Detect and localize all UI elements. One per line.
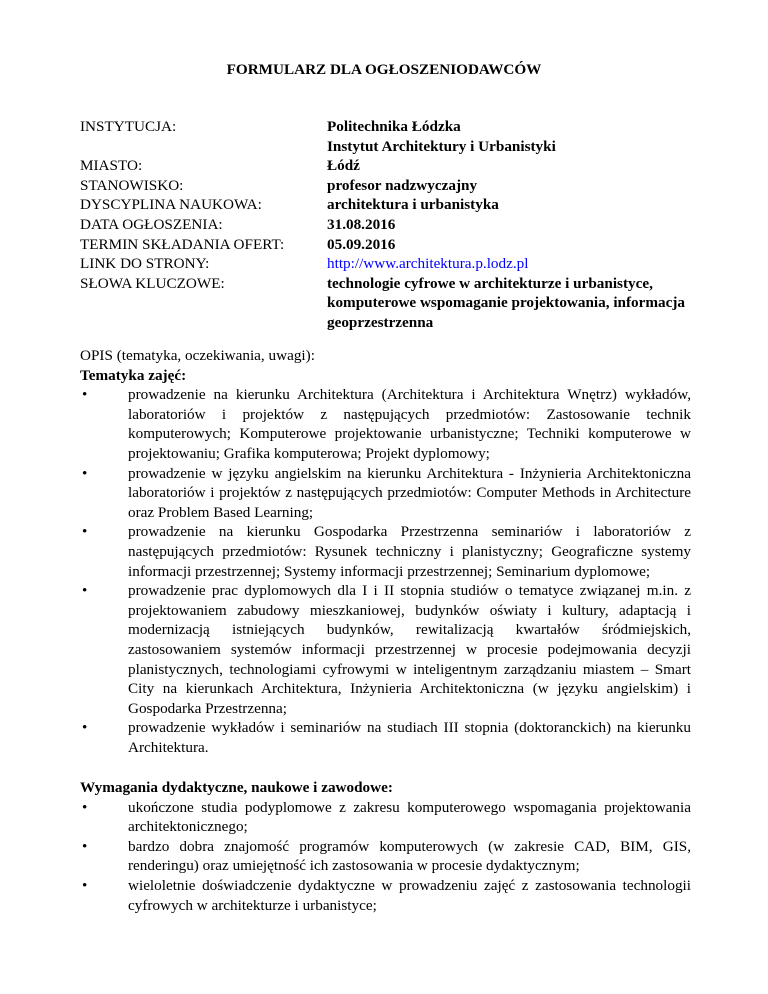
list-item-text: ukończone studia podyplomowe z zakresu komputerowego wspomagania projektowania architektonicznego; xyxy=(128,798,691,836)
meta-value: technologie cyfrowe w architekturze i urbanistyce, komputerowe wspomaganie projektowania, informacja geoprzestrzenna xyxy=(327,274,686,331)
list-item-text: wieloletnie doświadczenie dydaktyczne w prowadzeniu zajęć z zastosowania technologii cyfrowych w architekturze i urbanistyce; xyxy=(128,876,691,914)
meta-value: profesor nadzwyczajny xyxy=(327,176,478,194)
meta-label: LINK DO STRONY: xyxy=(80,255,210,273)
bullet-icon: • xyxy=(82,582,88,600)
website-link[interactable]: http://www.architektura.p.lodz.pl xyxy=(327,255,529,273)
meta-row-position xyxy=(80,176,720,196)
list-item-text: prowadzenie na kierunku Architektura (Architektura i Architektura Wnętrz) wykładów, laboratoriów i projektów z następujących przedmiotów: Zastosowanie technik komputerowych; Komputerowe projektowanie urbanistyczne; Techniki komputerowe w projektowaniu; Grafika komputerowa; Projekt dyplomowy; xyxy=(128,386,691,462)
description-intro: OPIS (tematyka, oczekiwania, uwagi): xyxy=(80,347,315,364)
meta-label: DATA OGŁOSZENIA: xyxy=(80,215,223,233)
requirements-heading: Wymagania dydaktyczne, naukowe i zawodowe: xyxy=(80,779,393,796)
bullet-icon: • xyxy=(82,719,88,737)
meta-value: 05.09.2016 xyxy=(327,235,396,253)
list-item xyxy=(80,464,691,523)
meta-row-deadline xyxy=(80,235,720,255)
meta-row-link xyxy=(80,254,720,274)
bullet-icon: • xyxy=(82,464,88,482)
bullet-icon: • xyxy=(82,523,88,541)
meta-row-institute xyxy=(80,137,720,157)
meta-row-discipline xyxy=(80,195,720,215)
meta-value: Instytut Architektury i Urbanistyki xyxy=(327,137,556,155)
topics-heading: Tematyka zajęć: xyxy=(80,366,187,384)
list-item-text: bardzo dobra znajomość programów komputerowych (w zakresie CAD, BIM, GIS, renderingu) oraz umiejętność ich zastosowania w procesie dydaktycznym; xyxy=(128,837,691,875)
list-item xyxy=(80,522,691,581)
meta-label: INSTYTUCJA: xyxy=(80,118,177,135)
list-item xyxy=(80,798,691,837)
meta-label: SŁOWA KLUCZOWE: xyxy=(80,274,225,292)
list-item-text: prowadzenie w języku angielskim na kierunku Architektura - Inżynieria Architektoniczna laboratoriów i projektów z następujących przedmiotów: Computer Methods in Architecture oraz Problem Based Learning; xyxy=(128,464,691,521)
bullet-icon: • xyxy=(82,837,88,855)
meta-row-institution xyxy=(80,117,720,137)
meta-row-announcement-date xyxy=(80,215,720,235)
list-item-text: prowadzenie na kierunku Gospodarka Przestrzenna seminariów i laboratoriów z następujących przedmiotów: Rysunek techniczny i planistyczny; Geograficzne systemy informacji przestrzennej; Systemy informacji przestrzennej; Seminarium dyplomowe; xyxy=(128,523,691,580)
list-item xyxy=(80,718,691,757)
list-item xyxy=(80,385,691,463)
meta-label: MIASTO: xyxy=(80,157,143,175)
meta-table xyxy=(80,117,720,333)
requirements-list xyxy=(80,798,691,916)
list-item-text: prowadzenie prac dyplomowych dla I i II stopnia studiów o tematyce związanej m.in. z projektowaniem zabudowy mieszkaniowej, budynków oświaty i kultury, adaptacją i modernizacją istniejących budynków, rewitalizacją kwartałów śródmiejskich, zastosowaniem systemów informacji przestrzennej w procesie podejmowania decyzji planistycznych, technologiami cyfrowymi w inteligentnym zarządzaniu miastem – Smart City na kierunkach Architektura, Inżynieria Architektoniczna (w języku angielskim) i Gospodarka Przestrzenna; xyxy=(128,582,691,717)
meta-row-city xyxy=(80,156,720,176)
description-section xyxy=(80,346,691,757)
list-item xyxy=(80,876,691,915)
document-title: FORMULARZ DLA OGŁOSZENIODAWCÓW xyxy=(226,61,542,78)
meta-label: DYSCYPLINA NAUKOWA: xyxy=(80,196,262,214)
meta-label: STANOWISKO: xyxy=(80,176,184,194)
meta-row-keywords xyxy=(80,274,720,333)
meta-value: 31.08.2016 xyxy=(327,215,396,233)
bullet-icon: • xyxy=(82,876,88,894)
requirements-section xyxy=(80,778,691,915)
topics-list xyxy=(80,385,691,757)
meta-value: Politechnika Łódzka xyxy=(327,118,461,135)
bullet-icon: • xyxy=(82,798,88,816)
list-item-text: prowadzenie wykładów i seminariów na studiach III stopnia (doktoranckich) na kierunku Architektura. xyxy=(128,719,691,756)
list-item xyxy=(80,581,691,718)
meta-value: architektura i urbanistyka xyxy=(327,196,499,214)
meta-label xyxy=(80,137,327,157)
list-item xyxy=(80,837,691,876)
meta-label: TERMIN SKŁADANIA OFERT: xyxy=(80,235,285,253)
meta-value: Łódź xyxy=(327,157,360,175)
bullet-icon: • xyxy=(82,386,88,404)
